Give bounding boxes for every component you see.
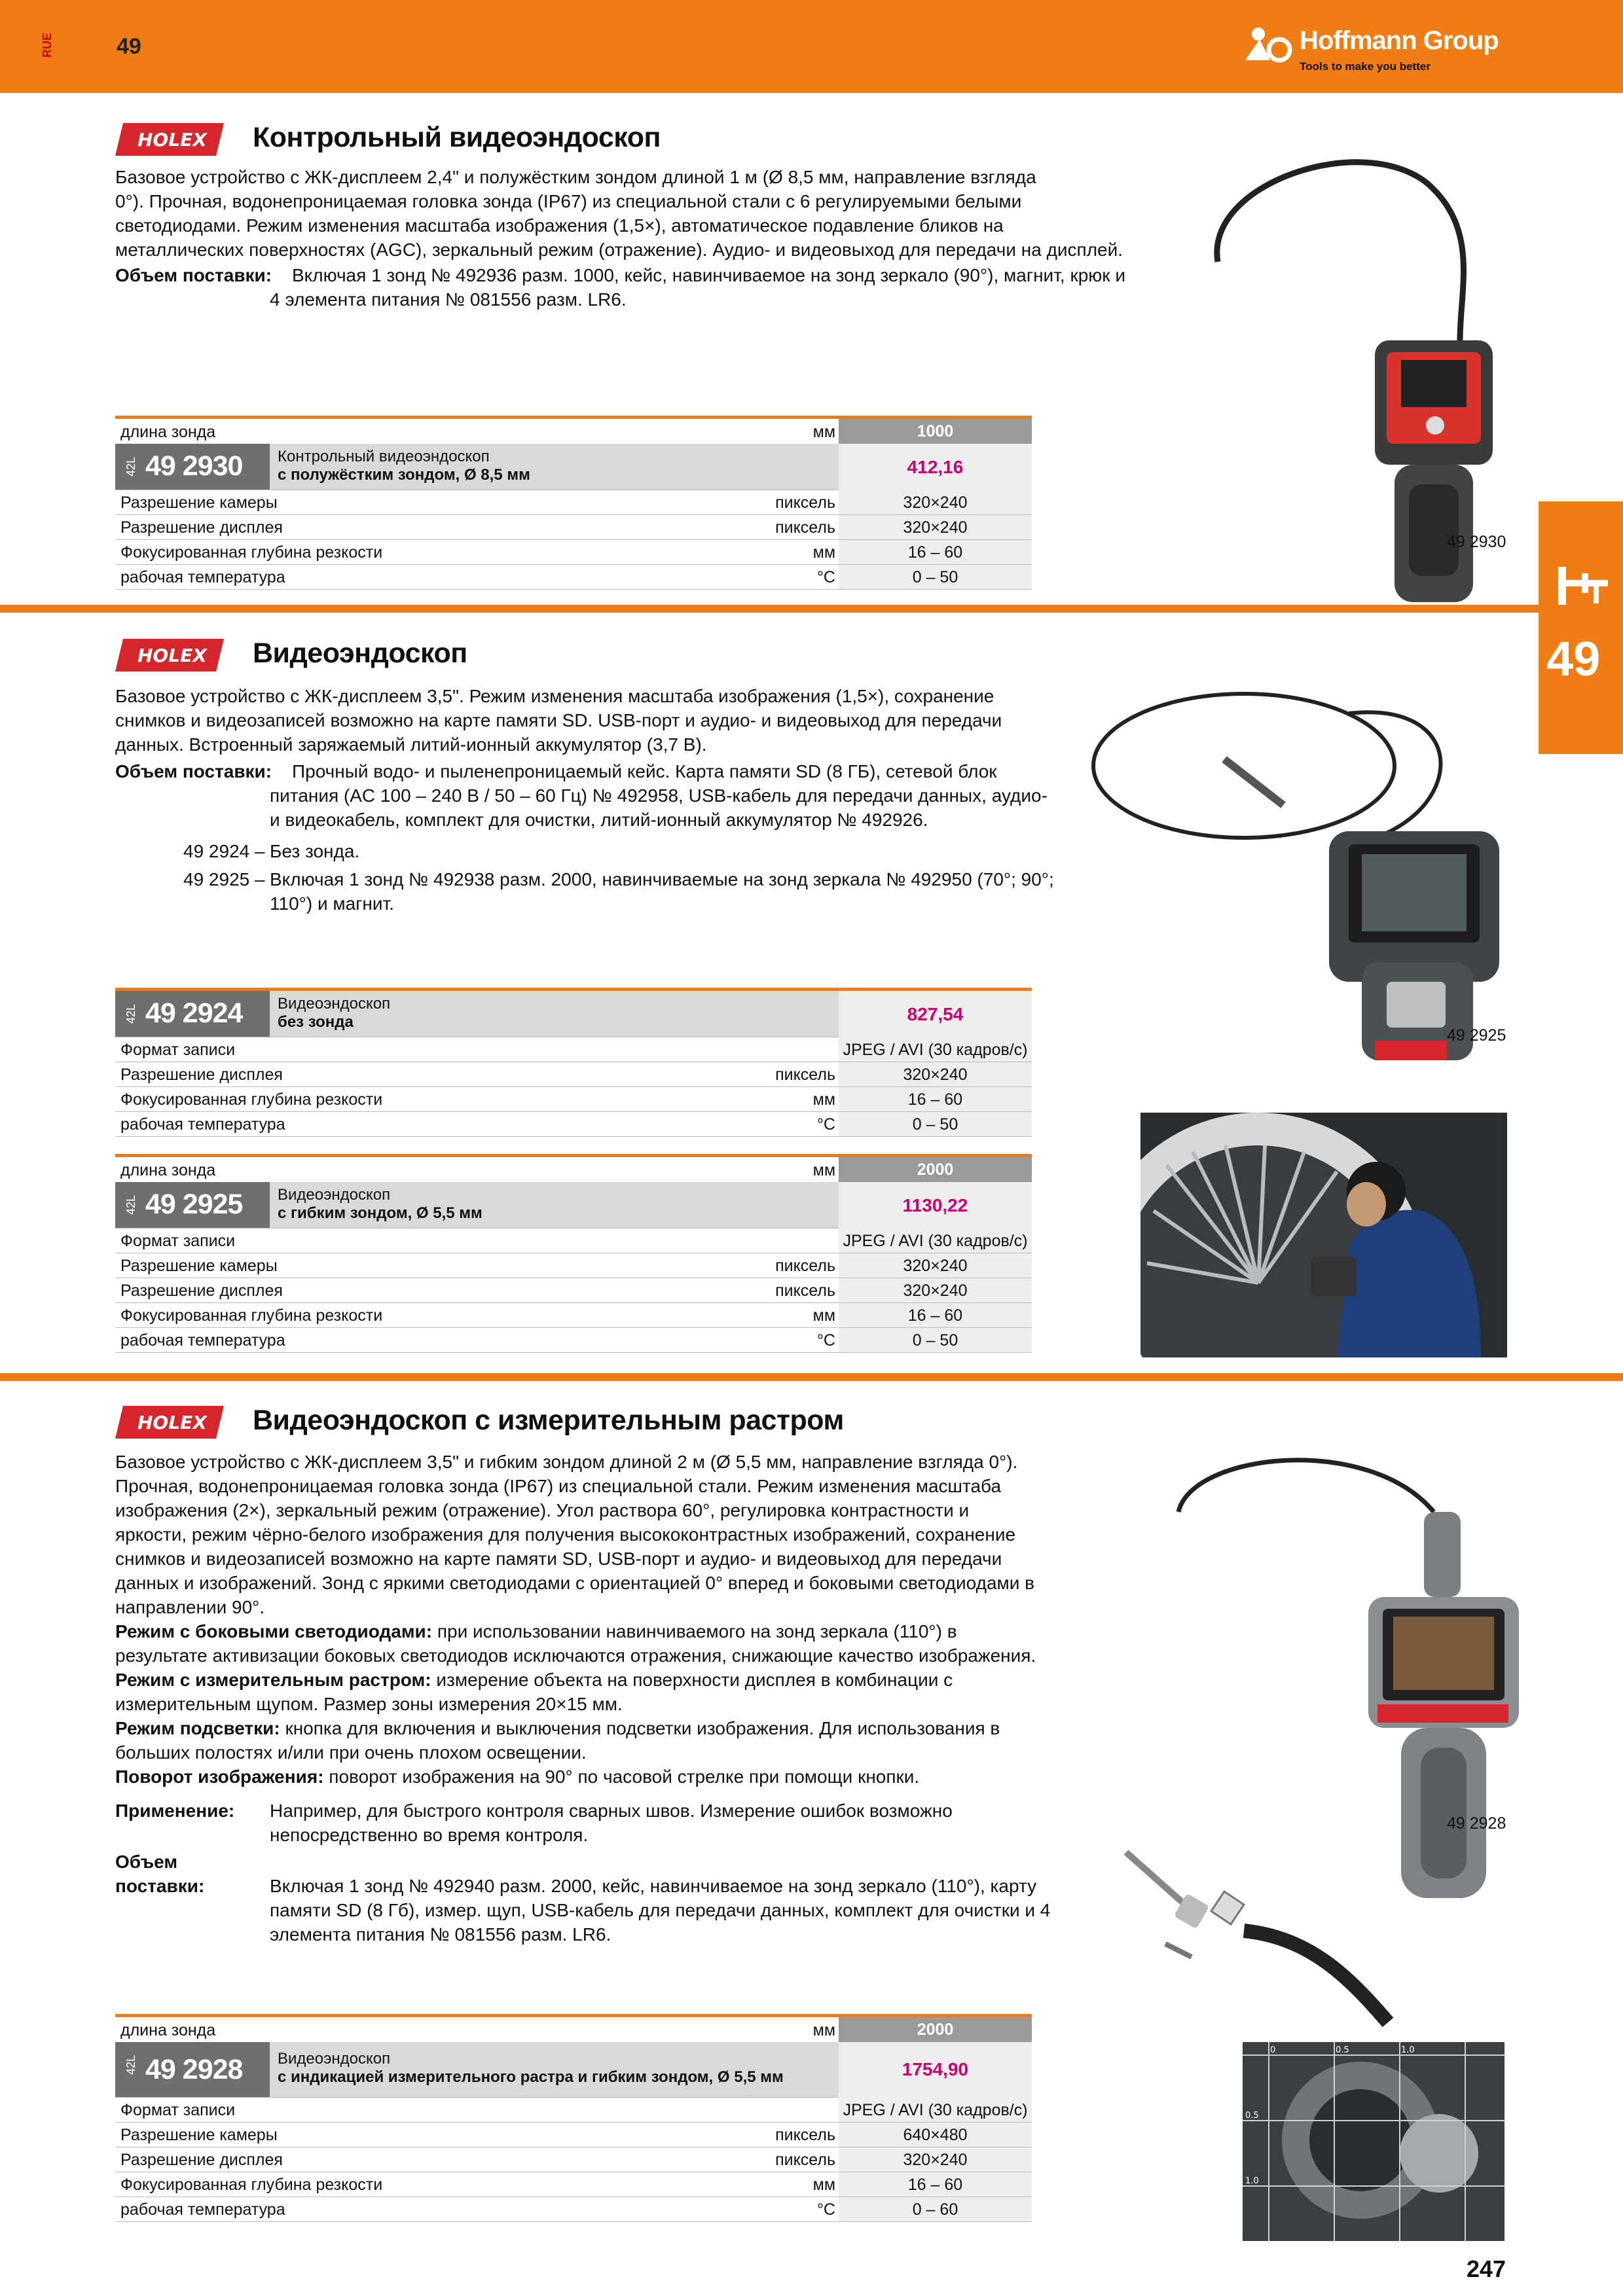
chapter-tab-number: 49 [1546, 632, 1601, 686]
chapter-tab [1539, 501, 1623, 754]
table-row: Фокусированная глубина резкости мм 16 – 60 [115, 1086, 1032, 1112]
section-divider [0, 1373, 1623, 1381]
spec-table [115, 991, 1032, 1141]
table-row: Разрешение дисплея пиксель 320×240 [115, 1062, 1032, 1087]
grid-label: 0.5 [1245, 2111, 1259, 2121]
language-code: RUE [41, 33, 54, 58]
feature-list: Режим с боковыми светодиодами: при использовании навинчиваемого на зонд зеркала (110°) в результате активизации боковых светодиодов исключаются отражения, снижающие качество изображения. Режим с измерительным растром: измерение объекта на поверхности дисплея в комбинации с измерительным щупом. Размер зоны измерения 20×15 мм. Режим подсветки: кнопка для включения и выключения подсветки изображения. Для использования в больших полостях и/или при очень плохом освещении. Поворот изображения: поворот изображения на 90° по часовой стрелке при помощи кнопки. [115, 1621, 1036, 1787]
table-row: рабочая температура °C 0 – 50 [115, 1111, 1032, 1137]
brand-name: Hoffmann Group [1300, 26, 1499, 55]
table-row: рабочая температура °C 0 – 50 [115, 564, 1032, 590]
image-caption: 49 2930 [1447, 533, 1506, 551]
product-description: Базовое устройство с ЖК-дисплеем 3,5" и гибким зондом длиной 2 м (Ø 5,5 мм, направление взгляда 0°). Прочная, водонепроницаемая головка зонда (IP67) из специальной стали. Режим изменения масштаба изображения (2×), зеркальный режим (отражение). Угол раствора 60°, регулировка контрастности и яркости, режим чёрно-белого изображения для получения высококонтрастных изображений, сохранение снимков и видеозаписей возможно на карте памяти SD, USB-порт и аудио- и видеовыход для передачи данных и изображений. Зонд с яркими светодиодами с ориентацией 0° вперед и боковыми светодиодами в направлении 90°. [115, 1452, 1035, 1617]
article-number: 49 2925 [145, 1189, 243, 1220]
spec-table [115, 2017, 1032, 2240]
article-number: 49 2930 [145, 450, 243, 482]
table-row: Фокусированная глубина резкости мм 16 – 60 [115, 539, 1032, 565]
application: Применение: Например, для быстрого контроля сварных швов. Измерение ошибок возможно непосредственно во время контроля. [115, 1801, 953, 1845]
delivery-scope: Объем поставки: Включая 1 зонд № 492936 разм. 1000, кейс, навинчиваемое на зонд зеркало (90°), магнит, крюк и 4 элемента питания № 081556 разм. LR6. [115, 265, 1125, 310]
delivery-scope: Объем поставки: Прочный водо- и пыленепроницаемый кейс. Карта памяти SD (8 ГБ), сетевой блок питания (AC 100 – 240 В / 50 – 60 Гц) № 492958, USB-кабель для передачи данных, аудио- и видеокабель, комплект для очистки, литий-ионный аккумулятор № 492926. [115, 761, 1048, 830]
price: 1754,90 [902, 2059, 969, 2079]
product-description: Базовое устройство с ЖК-дисплеем 2,4" и полужёстким зондом длиной 1 м (Ø 8,5 мм, направление взгляда 0°). Прочная, водонепроницаемая головка зонда (IP67) из специальной стали с 6 регулируемыми белыми светодиодами. Режим изменения масштаба изображения (1,5×), автоматическое подавление бликов на металлических поверхностях (AGC), зеркальный режим (отражение). Аудио- и видеовыход для передачи на дисплей. [115, 167, 1123, 260]
section-title: Контрольный видеоэндоскоп [253, 122, 661, 153]
table-row: Фокусированная глубина резкости мм 16 – 60 [115, 1302, 1032, 1328]
usage-photo [1140, 1113, 1507, 1357]
image-caption: 49 2928 [1447, 1814, 1506, 1833]
table-row: Разрешение дисплея пиксель 320×240 [115, 514, 1032, 540]
article-row[interactable]: 42L 49 2925 Видеоэндоскоп с гибким зондом, Ø 5,5 мм 1130,22 [115, 1182, 1032, 1229]
table-row: рабочая температура °C 0 – 60 [115, 2197, 1032, 2222]
section-title: Видеоэндоскоп с измерительным растром [253, 1405, 844, 1436]
table-row: длина зонда мм 2000 [115, 2017, 1032, 2043]
variant-list: 49 2924 – Без зонда. 49 2925 – Включая 1 зонд № 492938 разм. 2000, навинчиваемые на зонд зеркала № 492950 (70°; 90°; 110°) и магнит. [183, 841, 1054, 914]
table-row: Разрешение дисплея пиксель 320×240 [115, 2147, 1032, 2172]
image-caption: 49 2925 [1447, 1026, 1506, 1045]
measurement-grid-image [1243, 2042, 1504, 2241]
article-number: 49 2924 [145, 997, 243, 1029]
holex-logo-icon [115, 639, 224, 672]
table-row: Формат записи JPEG / AVI (30 кадров/с) [115, 1228, 1032, 1253]
grid-label: 1.0 [1245, 2176, 1259, 2186]
delivery-scope: Объем поставки: Включая 1 зонд № 492940 разм. 2000, кейс, навинчиваемое на зонд зеркало (110°), карту памяти SD (8 Гб), измер. щуп, USB-кабель для передачи данных, комплект для очистки и 4 элемента питания № 081556 разм. LR6. [115, 1852, 1051, 1945]
table-row: Разрешение камеры пиксель 320×240 [115, 1253, 1032, 1278]
grid-label: 0.5 [1336, 2045, 1349, 2055]
table-row: длина зонда мм 1000 [115, 419, 1032, 444]
section-title: Видеоэндоскоп [253, 637, 467, 669]
price: 1130,22 [902, 1195, 968, 1215]
chapter-number: 49 [117, 34, 141, 59]
article-row[interactable]: 42L 49 2924 Видеоэндоскоп без зонда 827,54 [115, 991, 1032, 1037]
holex-badge-text: HOLEX [137, 645, 207, 666]
page-number: 247 [1467, 2255, 1506, 2282]
grid-label: 1.0 [1401, 2045, 1415, 2055]
spec-table [115, 419, 1032, 596]
price: 827,54 [907, 1004, 964, 1024]
spec-table [115, 1157, 1032, 1360]
page-header [0, 0, 1623, 93]
table-row: Формат записи JPEG / AVI (30 кадров/с) [115, 2097, 1032, 2123]
grid-label: 0 [1270, 2045, 1276, 2055]
holex-badge-text: HOLEX [137, 1412, 207, 1433]
holex-logo-icon [115, 123, 224, 156]
table-row: длина зонда мм 2000 [115, 1157, 1032, 1183]
article-row[interactable]: 42L 49 2930 Контрольный видеоэндоскоп с полужёстким зондом, Ø 8,5 мм 412,16 [115, 444, 1032, 490]
article-row[interactable]: 42L 49 2928 Видеоэндоскоп с индикацией измерительного растра и гибким зондом, Ø 5,5 мм 1754,90 [115, 2042, 1032, 2098]
table-row: Разрешение камеры пиксель 320×240 [115, 490, 1032, 515]
table-row: Формат записи JPEG / AVI (30 кадров/с) [115, 1037, 1032, 1062]
table-row: Фокусированная глубина резкости мм 16 – 60 [115, 2172, 1032, 2197]
mirror-attachment-illustration [1113, 1833, 1395, 2029]
brand-tagline: Tools to make you better [1300, 60, 1431, 73]
table-row: Разрешение камеры пиксель 640×480 [115, 2122, 1032, 2147]
price: 412,16 [907, 457, 964, 477]
table-row: Разрешение дисплея пиксель 320×240 [115, 1278, 1032, 1303]
holex-badge-text: HOLEX [137, 129, 207, 151]
table-row: рабочая температура °C 0 – 50 [115, 1327, 1032, 1353]
hoffmann-logo-icon [1244, 26, 1296, 63]
holex-logo-icon [115, 1406, 224, 1439]
product-description: Базовое устройство с ЖК-дисплеем 3,5". Режим изменения масштаба изображения (1,5×), сохранение снимков и видеозаписей возможно на карте памяти SD. USB-порт и аудио- и видеовыход для передачи данных. Встроенный заряжаемый литий-ионный аккумулятор (3,7 В). [115, 686, 1002, 755]
article-number: 49 2928 [145, 2054, 243, 2085]
section-divider [0, 605, 1623, 613]
